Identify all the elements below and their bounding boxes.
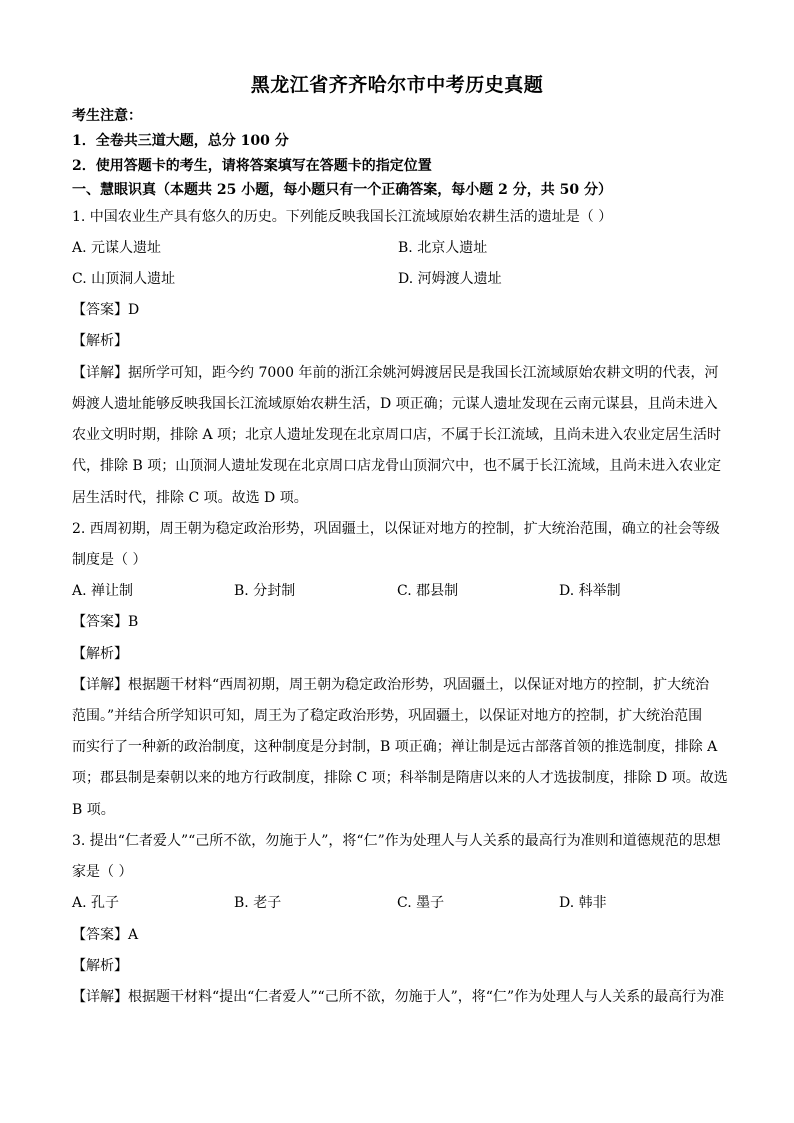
question-1-detail-line: 代，排除 B 项；山顶洞人遗址发现在北京周口店龙骨山顶洞穴中，也不属于长江流域，且尚未进入农业定 <box>72 458 722 474</box>
page-title: 黑龙江省齐齐哈尔市中考历史真题 <box>250 74 544 96</box>
question-3-stem: 家是（ ） <box>72 864 133 880</box>
question-1-detail-line: 居生活时代，排除 C 项。故选 D 项。 <box>72 490 308 506</box>
question-2-option-d: D. 科举制 <box>559 583 621 599</box>
question-1-option-b: B. 北京人遗址 <box>398 240 488 256</box>
question-1-detail-line: 【详解】据所学可知，距今约 7000 年前的浙江余姚河姆渡居民是我国长江流域原始农耕文明的代表，河 <box>72 365 719 381</box>
question-3-option-d: D. 韩非 <box>559 895 607 911</box>
question-3-answer: 【答案】A <box>72 927 139 943</box>
question-2-option-b: B. 分封制 <box>234 583 296 599</box>
question-3-detail-line: 【详解】根据题干材料“提出“仁者爱人”“己所不欲，勿施于人”，将“仁”作为处理人与人关系的最高行为准 <box>72 989 725 1005</box>
question-1-analysis-label: 【解析】 <box>72 333 128 349</box>
question-2-detail-line: 范围。”并结合所学知识可知，周王为了稳定政治形势，巩固疆土，以保证对地方的控制，扩大统治范围 <box>72 708 703 724</box>
notice-item-1: 1．全卷共三道大题，总分 100 分 <box>72 133 289 149</box>
question-2-analysis-label: 【解析】 <box>72 646 128 662</box>
question-3-option-c: C. 墨子 <box>397 895 445 911</box>
question-2-detail-line: 而实行了一种新的政治制度，这种制度是分封制，B 项正确；禅让制是远古部落首领的推选制度，排除 A <box>72 739 718 755</box>
question-2-stem: 2. 西周初期，周王朝为稳定政治形势，巩固疆土，以保证对地方的控制，扩大统治范围，确立的社会等级 <box>72 521 720 537</box>
question-3-option-a: A. 孔子 <box>72 895 120 911</box>
question-3-option-b: B. 老子 <box>234 895 282 911</box>
question-1-option-c: C. 山顶洞人遗址 <box>72 271 176 287</box>
question-1-option-a: A. 元谋人遗址 <box>72 240 162 256</box>
question-1-detail-line: 姆渡人遗址能够反映我国长江流域原始农耕生活，D 项正确；元谋人遗址发现在云南元谋县，且尚未进入 <box>72 396 718 412</box>
question-2-detail-line: B 项。 <box>72 802 115 818</box>
question-2-option-c: C. 郡县制 <box>397 583 459 599</box>
question-1-option-d: D. 河姆渡人遗址 <box>398 271 502 287</box>
question-2-detail-line: 项；郡县制是秦朝以来的地方行政制度，排除 C 项；科举制是隋唐以来的人才选拔制度，排除 D 项。故选 <box>72 770 728 786</box>
question-2-option-a: A. 禅让制 <box>72 583 134 599</box>
question-1-stem: 1. 中国农业生产具有悠久的历史。下列能反映我国长江流域原始农耕生活的遗址是（ ） <box>72 209 613 225</box>
question-2-answer: 【答案】B <box>72 614 139 630</box>
notice-item-2: 2．使用答题卡的考生，请将答案填写在答题卡的指定位置 <box>72 158 432 174</box>
question-2-detail-line: 【详解】根据题干材料“西周初期，周王朝为稳定政治形势，巩固疆土，以保证对地方的控制，扩大统治 <box>72 677 710 693</box>
notice-heading: 考生注意： <box>72 108 142 124</box>
section-heading: 一、慧眼识真（本题共 25 小题，每小题只有一个正确答案，每小题 2 分，共 50 分） <box>72 182 612 198</box>
question-3-analysis-label: 【解析】 <box>72 958 128 974</box>
question-3-stem: 3. 提出“仁者爱人”“己所不欲，勿施于人”，将“仁”作为处理人与人关系的最高行为准则和道德规范的思想 <box>72 833 721 849</box>
question-1-detail-line: 农业文明时期，排除 A 项；北京人遗址发现在北京周口店，不属于长江流域，且尚未进入农业定居生活时 <box>72 427 722 443</box>
question-2-stem: 制度是（ ） <box>72 552 147 568</box>
question-1-answer: 【答案】D <box>72 302 140 318</box>
